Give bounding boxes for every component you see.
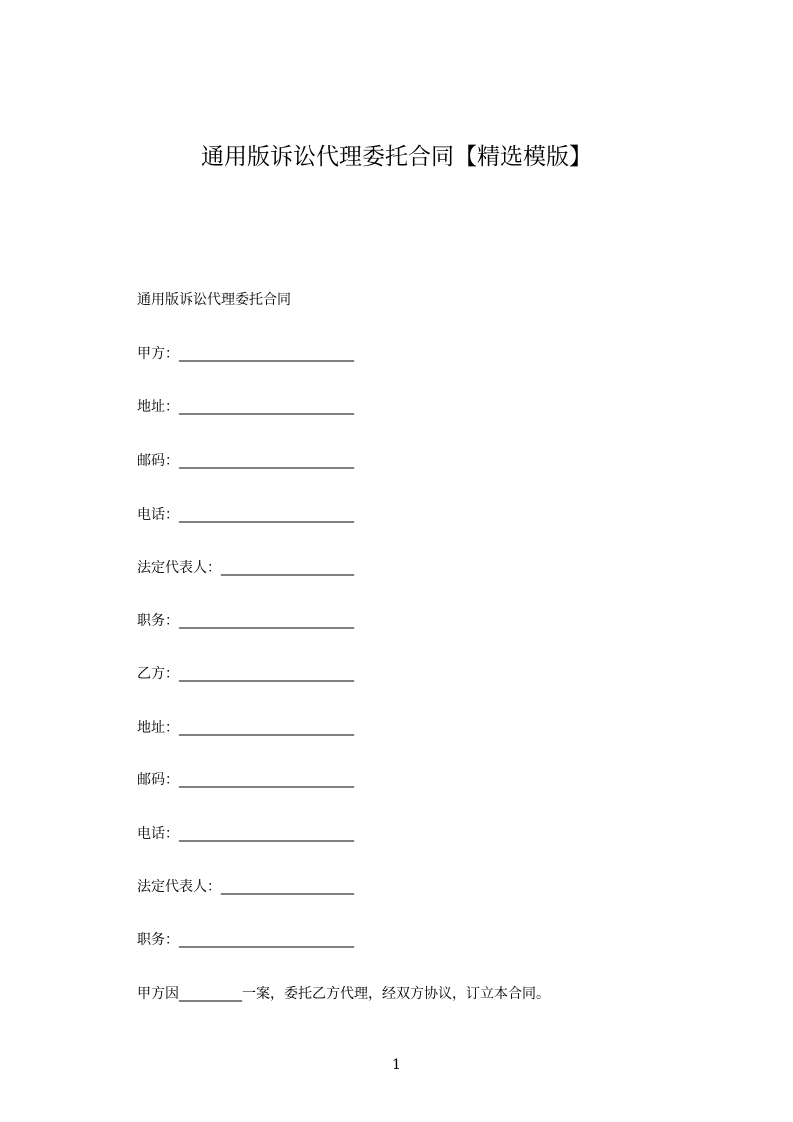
party-a-address-field [137,397,354,417]
party-a-address-blank: _________________________ [179,399,354,415]
party-b-address-label: 地址： [137,720,179,736]
intro-suffix: 一案，委托乙方代理，经双方协议，订立本合同。 [242,986,550,1002]
party-a-postcode-label: 邮码： [137,453,179,469]
party-a-legal-rep-blank: ___________________ [221,560,354,576]
party-a-postcode-field [137,451,354,471]
party-b-legal-rep-field [137,877,354,897]
party-a-phone-blank: _________________________ [179,507,354,523]
party-a-address-label: 地址： [137,399,179,415]
contract-subtitle: 通用版诉讼代理委托合同 [137,292,291,308]
page-number: 1 [392,1057,401,1073]
intro-prefix: 甲方因 [137,986,179,1002]
party-a-name-label: 甲方： [137,346,179,362]
party-b-position-field [137,930,354,950]
party-b-position-blank: _________________________ [179,932,354,948]
party-b-phone-label: 电话： [137,826,179,842]
party-a-name-blank: _________________________ [179,346,354,362]
party-a-postcode-blank: _________________________ [179,453,354,469]
party-b-address-blank: _________________________ [179,720,354,736]
party-b-name-label: 乙方： [137,666,179,682]
party-a-position-label: 职务： [137,613,179,629]
document-title: 通用版诉讼代理委托合同【精选模版】 [201,144,592,170]
party-b-position-label: 职务： [137,932,179,948]
party-b-postcode-label: 邮码： [137,772,179,788]
party-a-legal-rep-label: 法定代表人： [137,560,221,576]
party-b-address-field [137,718,354,738]
party-a-phone-label: 电话： [137,507,179,523]
party-b-postcode-field [137,770,354,790]
intro-case-blank: _________ [179,986,242,1002]
party-a-name-field [137,344,354,364]
party-b-phone-blank: _________________________ [179,826,354,842]
party-a-position-blank: _________________________ [179,613,354,629]
party-a-phone-field [137,505,354,525]
party-a-position-field [137,611,354,631]
contract-intro-line [137,984,550,1004]
party-b-legal-rep-label: 法定代表人： [137,879,221,895]
party-b-postcode-blank: _________________________ [179,772,354,788]
party-b-name-blank: _________________________ [179,666,354,682]
party-b-name-field [137,664,354,684]
party-b-phone-field [137,824,354,844]
party-b-legal-rep-blank: ___________________ [221,879,354,895]
party-a-legal-rep-field [137,558,354,578]
